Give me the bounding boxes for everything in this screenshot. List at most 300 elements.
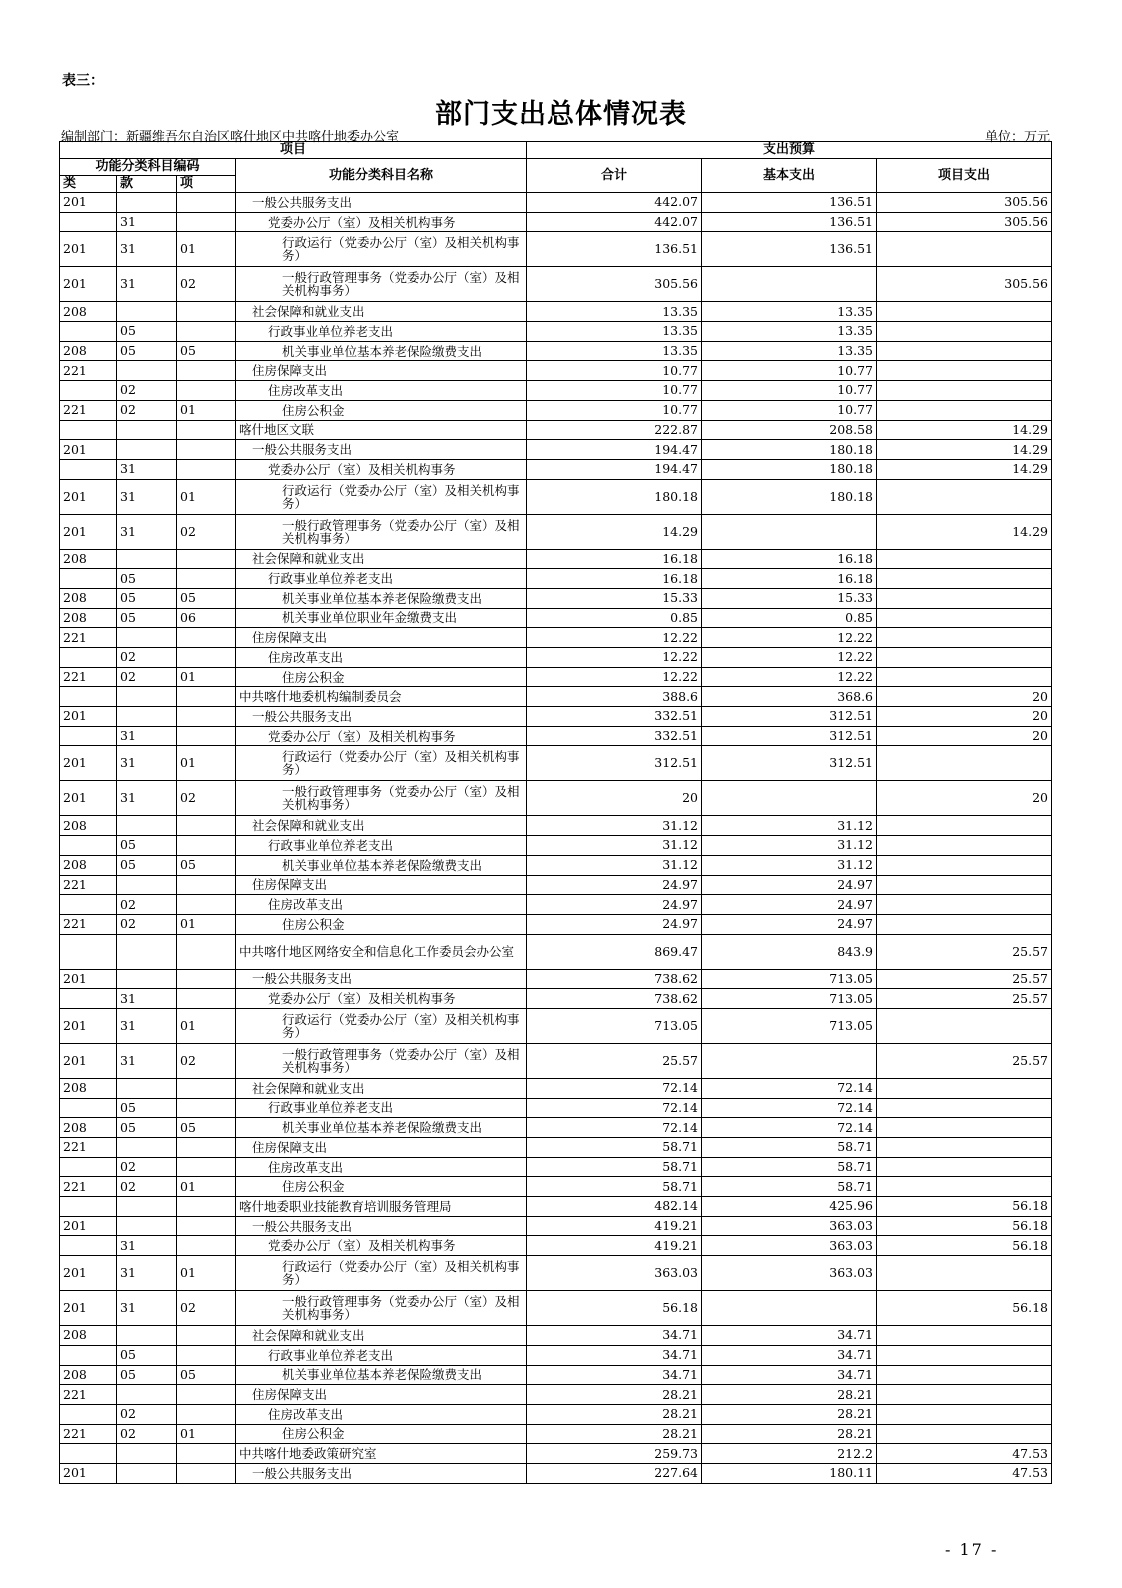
code-kuan: 05 xyxy=(117,855,177,875)
code-lei: 201 xyxy=(60,1291,117,1326)
item-name: 喀什地委职业技能教育培训服务管理局 xyxy=(236,1197,527,1217)
code-kuan: 31 xyxy=(117,212,177,232)
basic-value: 15.33 xyxy=(702,588,877,608)
code-kuan: 31 xyxy=(117,1256,177,1291)
table-row xyxy=(60,341,1052,361)
project-value: 56.18 xyxy=(877,1236,1052,1256)
code-lei: 201 xyxy=(60,514,117,549)
code-lei: 221 xyxy=(60,1385,117,1405)
basic-value: 24.97 xyxy=(702,914,877,934)
code-xiang xyxy=(177,1326,236,1346)
code-kuan: 05 xyxy=(117,569,177,589)
code-kuan xyxy=(117,628,177,648)
project-value xyxy=(877,479,1052,514)
code-lei xyxy=(60,895,117,915)
project-value: 56.18 xyxy=(877,1197,1052,1217)
item-name: 一般公共服务支出 xyxy=(236,969,527,989)
code-xiang: 02 xyxy=(177,1291,236,1326)
table-row xyxy=(60,381,1052,401)
basic-value: 58.71 xyxy=(702,1177,877,1197)
code-kuan: 05 xyxy=(117,1365,177,1385)
item-name: 中共喀什地委机构编制委员会 xyxy=(236,687,527,707)
table-row xyxy=(60,707,1052,727)
table-row xyxy=(60,1444,1052,1464)
code-lei: 201 xyxy=(60,1463,117,1483)
table-row xyxy=(60,1424,1052,1444)
project-value xyxy=(877,1078,1052,1098)
code-kuan: 31 xyxy=(117,1236,177,1256)
basic-value: 13.35 xyxy=(702,341,877,361)
code-kuan xyxy=(117,969,177,989)
code-lei xyxy=(60,1444,117,1464)
item-name: 喀什地区文联 xyxy=(236,420,527,440)
table-row xyxy=(60,1177,1052,1197)
project-value xyxy=(877,1365,1052,1385)
code-kuan: 31 xyxy=(117,459,177,479)
code-kuan: 02 xyxy=(117,648,177,668)
code-xiang: 01 xyxy=(177,400,236,420)
table-row xyxy=(60,588,1052,608)
table-label: 表三： xyxy=(62,73,104,89)
code-kuan: 31 xyxy=(117,989,177,1009)
item-name: 党委办公厅（室）及相关机构事务 xyxy=(236,212,527,232)
project-value: 305.56 xyxy=(877,193,1052,213)
total-value: 20 xyxy=(527,781,702,816)
table-row xyxy=(60,1326,1052,1346)
total-value: 13.35 xyxy=(527,302,702,322)
item-name: 机关事业单位基本养老保险缴费支出 xyxy=(236,588,527,608)
table-row xyxy=(60,1197,1052,1217)
project-value xyxy=(877,1404,1052,1424)
item-name: 住房改革支出 xyxy=(236,1404,527,1424)
code-lei: 208 xyxy=(60,302,117,322)
code-kuan: 05 xyxy=(117,1345,177,1365)
item-name: 党委办公厅（室）及相关机构事务 xyxy=(236,1236,527,1256)
total-value: 442.07 xyxy=(527,212,702,232)
project-value xyxy=(877,855,1052,875)
total-value: 58.71 xyxy=(527,1177,702,1197)
code-lei: 221 xyxy=(60,1424,117,1444)
page-number: - 17 - xyxy=(945,1540,999,1559)
item-name: 住房公积金 xyxy=(236,1177,527,1197)
code-xiang: 01 xyxy=(177,1256,236,1291)
item-name: 中共喀什地区网络安全和信息化工作委员会办公室 xyxy=(236,934,527,969)
basic-value: 10.77 xyxy=(702,381,877,401)
table-row xyxy=(60,1043,1052,1078)
item-name: 机关事业单位基本养老保险缴费支出 xyxy=(236,341,527,361)
code-lei: 201 xyxy=(60,1043,117,1078)
code-lei: 201 xyxy=(60,1008,117,1043)
table-row xyxy=(60,1157,1052,1177)
project-value xyxy=(877,895,1052,915)
code-xiang xyxy=(177,969,236,989)
code-kuan xyxy=(117,816,177,836)
code-kuan: 05 xyxy=(117,341,177,361)
header-lei: 类 xyxy=(60,176,117,193)
code-kuan xyxy=(117,440,177,460)
code-lei xyxy=(60,420,117,440)
table-row xyxy=(60,440,1052,460)
code-xiang: 05 xyxy=(177,341,236,361)
header-total: 合计 xyxy=(527,159,702,193)
code-lei: 201 xyxy=(60,232,117,267)
header-project-exp: 项目支出 xyxy=(877,159,1052,193)
code-xiang xyxy=(177,361,236,381)
code-xiang xyxy=(177,1345,236,1365)
item-name: 一般行政管理事务（党委办公厅（室）及相关机构事务） xyxy=(236,1043,527,1078)
code-kuan: 31 xyxy=(117,479,177,514)
project-value xyxy=(877,302,1052,322)
code-xiang xyxy=(177,707,236,727)
project-value xyxy=(877,1345,1052,1365)
basic-value: 0.85 xyxy=(702,608,877,628)
basic-value: 425.96 xyxy=(702,1197,877,1217)
code-xiang xyxy=(177,212,236,232)
item-name: 机关事业单位基本养老保险缴费支出 xyxy=(236,855,527,875)
code-xiang: 01 xyxy=(177,1424,236,1444)
basic-value: 363.03 xyxy=(702,1236,877,1256)
header-budget: 支出预算 xyxy=(527,142,1052,159)
code-lei: 221 xyxy=(60,875,117,895)
item-name: 一般行政管理事务（党委办公厅（室）及相关机构事务） xyxy=(236,1291,527,1326)
code-kuan xyxy=(117,1385,177,1405)
basic-value: 31.12 xyxy=(702,855,877,875)
project-value: 20 xyxy=(877,687,1052,707)
code-kuan: 02 xyxy=(117,667,177,687)
item-name: 住房改革支出 xyxy=(236,381,527,401)
total-value: 16.18 xyxy=(527,549,702,569)
total-value: 419.21 xyxy=(527,1216,702,1236)
code-lei xyxy=(60,726,117,746)
code-xiang xyxy=(177,648,236,668)
code-kuan xyxy=(117,1078,177,1098)
project-value xyxy=(877,608,1052,628)
code-xiang xyxy=(177,1078,236,1098)
code-lei: 208 xyxy=(60,549,117,569)
item-name: 住房保障支出 xyxy=(236,1138,527,1158)
header-kuan: 款 xyxy=(117,176,177,193)
code-kuan xyxy=(117,1326,177,1346)
total-value: 31.12 xyxy=(527,836,702,856)
code-lei: 201 xyxy=(60,969,117,989)
table-row xyxy=(60,836,1052,856)
basic-value: 212.2 xyxy=(702,1444,877,1464)
table-row xyxy=(60,969,1052,989)
table-row xyxy=(60,1345,1052,1365)
item-name: 一般行政管理事务（党委办公厅（室）及相关机构事务） xyxy=(236,781,527,816)
total-value: 388.6 xyxy=(527,687,702,707)
basic-value: 58.71 xyxy=(702,1157,877,1177)
code-lei xyxy=(60,212,117,232)
item-name: 党委办公厅（室）及相关机构事务 xyxy=(236,726,527,746)
table-row xyxy=(60,1256,1052,1291)
code-xiang xyxy=(177,193,236,213)
unit-line: 单位：万元 xyxy=(984,130,1050,145)
project-value xyxy=(877,1138,1052,1158)
code-kuan xyxy=(117,687,177,707)
total-value: 312.51 xyxy=(527,746,702,781)
project-value xyxy=(877,836,1052,856)
total-value: 24.97 xyxy=(527,914,702,934)
total-value: 442.07 xyxy=(527,193,702,213)
table-row xyxy=(60,687,1052,707)
project-value: 305.56 xyxy=(877,212,1052,232)
code-kuan: 31 xyxy=(117,1008,177,1043)
code-lei: 201 xyxy=(60,267,117,302)
table-row xyxy=(60,816,1052,836)
code-kuan xyxy=(117,549,177,569)
project-value: 47.53 xyxy=(877,1463,1052,1483)
code-kuan: 02 xyxy=(117,1424,177,1444)
code-lei: 208 xyxy=(60,1326,117,1346)
code-kuan: 02 xyxy=(117,400,177,420)
item-name: 一般公共服务支出 xyxy=(236,1463,527,1483)
item-name: 住房保障支出 xyxy=(236,1385,527,1405)
item-name: 一般公共服务支出 xyxy=(236,707,527,727)
table-row xyxy=(60,914,1052,934)
code-xiang xyxy=(177,628,236,648)
code-xiang xyxy=(177,440,236,460)
total-value: 363.03 xyxy=(527,1256,702,1291)
table-row xyxy=(60,1236,1052,1256)
total-value: 13.35 xyxy=(527,341,702,361)
code-lei: 201 xyxy=(60,193,117,213)
item-name: 中共喀什地委政策研究室 xyxy=(236,1444,527,1464)
item-name: 行政运行（党委办公厅（室）及相关机构事务） xyxy=(236,232,527,267)
total-value: 12.22 xyxy=(527,667,702,687)
code-xiang xyxy=(177,549,236,569)
header-xiang: 项 xyxy=(177,176,236,193)
code-lei: 208 xyxy=(60,588,117,608)
total-value: 72.14 xyxy=(527,1098,702,1118)
item-name: 住房公积金 xyxy=(236,914,527,934)
code-xiang xyxy=(177,302,236,322)
project-value xyxy=(877,875,1052,895)
code-lei xyxy=(60,1404,117,1424)
project-value xyxy=(877,381,1052,401)
total-value: 24.97 xyxy=(527,875,702,895)
header-code-group: 功能分类科目编码 xyxy=(60,159,236,176)
total-value: 12.22 xyxy=(527,648,702,668)
basic-value: 31.12 xyxy=(702,836,877,856)
basic-value: 34.71 xyxy=(702,1326,877,1346)
project-value: 56.18 xyxy=(877,1216,1052,1236)
code-xiang: 02 xyxy=(177,514,236,549)
code-xiang: 01 xyxy=(177,232,236,267)
expenditure-table xyxy=(59,141,1052,1484)
basic-value: 368.6 xyxy=(702,687,877,707)
basic-value: 843.9 xyxy=(702,934,877,969)
basic-value: 72.14 xyxy=(702,1078,877,1098)
code-xiang xyxy=(177,934,236,969)
table-row xyxy=(60,648,1052,668)
code-lei: 201 xyxy=(60,1256,117,1291)
page-title: 部门支出总体情况表 xyxy=(435,99,687,130)
code-xiang xyxy=(177,459,236,479)
code-kuan xyxy=(117,875,177,895)
project-value: 56.18 xyxy=(877,1291,1052,1326)
item-name: 社会保障和就业支出 xyxy=(236,1326,527,1346)
total-value: 16.18 xyxy=(527,569,702,589)
table-row xyxy=(60,1291,1052,1326)
basic-value: 312.51 xyxy=(702,746,877,781)
project-value xyxy=(877,1118,1052,1138)
project-value: 25.57 xyxy=(877,969,1052,989)
total-value: 227.64 xyxy=(527,1463,702,1483)
code-lei: 221 xyxy=(60,1177,117,1197)
code-kuan: 02 xyxy=(117,895,177,915)
project-value: 305.56 xyxy=(877,267,1052,302)
code-kuan: 31 xyxy=(117,267,177,302)
code-kuan: 02 xyxy=(117,1404,177,1424)
basic-value: 12.22 xyxy=(702,648,877,668)
table-row xyxy=(60,322,1052,342)
project-value xyxy=(877,588,1052,608)
item-name: 行政事业单位养老支出 xyxy=(236,836,527,856)
code-lei: 208 xyxy=(60,1078,117,1098)
table-row xyxy=(60,267,1052,302)
total-value: 28.21 xyxy=(527,1385,702,1405)
basic-value: 10.77 xyxy=(702,400,877,420)
basic-value: 713.05 xyxy=(702,989,877,1009)
code-kuan: 31 xyxy=(117,1043,177,1078)
item-name: 行政运行（党委办公厅（室）及相关机构事务） xyxy=(236,1008,527,1043)
code-xiang xyxy=(177,1444,236,1464)
table-row xyxy=(60,726,1052,746)
total-value: 56.18 xyxy=(527,1291,702,1326)
basic-value xyxy=(702,1043,877,1078)
table-row xyxy=(60,989,1052,1009)
total-value: 31.12 xyxy=(527,816,702,836)
code-kuan: 31 xyxy=(117,1291,177,1326)
item-name: 住房改革支出 xyxy=(236,895,527,915)
project-value: 20 xyxy=(877,707,1052,727)
code-kuan xyxy=(117,1216,177,1236)
code-kuan xyxy=(117,1463,177,1483)
project-value xyxy=(877,549,1052,569)
header-name: 功能分类科目名称 xyxy=(236,159,527,193)
basic-value: 16.18 xyxy=(702,549,877,569)
code-xiang: 02 xyxy=(177,267,236,302)
basic-value xyxy=(702,267,877,302)
item-name: 住房公积金 xyxy=(236,400,527,420)
basic-value: 58.71 xyxy=(702,1138,877,1158)
total-value: 72.14 xyxy=(527,1118,702,1138)
basic-value: 312.51 xyxy=(702,726,877,746)
basic-value: 72.14 xyxy=(702,1118,877,1138)
project-value xyxy=(877,322,1052,342)
item-name: 党委办公厅（室）及相关机构事务 xyxy=(236,989,527,1009)
item-name: 一般公共服务支出 xyxy=(236,193,527,213)
code-lei xyxy=(60,322,117,342)
basic-value: 180.18 xyxy=(702,440,877,460)
code-xiang xyxy=(177,895,236,915)
code-xiang xyxy=(177,875,236,895)
code-xiang xyxy=(177,1404,236,1424)
item-name: 住房保障支出 xyxy=(236,628,527,648)
project-value: 20 xyxy=(877,781,1052,816)
total-value: 10.77 xyxy=(527,361,702,381)
code-xiang: 01 xyxy=(177,1008,236,1043)
code-xiang xyxy=(177,569,236,589)
total-value: 25.57 xyxy=(527,1043,702,1078)
basic-value: 24.97 xyxy=(702,875,877,895)
table-row xyxy=(60,420,1052,440)
item-name: 一般行政管理事务（党委办公厅（室）及相关机构事务） xyxy=(236,514,527,549)
code-kuan xyxy=(117,361,177,381)
code-xiang xyxy=(177,989,236,1009)
basic-value: 28.21 xyxy=(702,1385,877,1405)
code-lei xyxy=(60,569,117,589)
code-kuan: 02 xyxy=(117,914,177,934)
project-value xyxy=(877,1424,1052,1444)
table-row xyxy=(60,1463,1052,1483)
item-name: 行政运行（党委办公厅（室）及相关机构事务） xyxy=(236,746,527,781)
table-row xyxy=(60,1008,1052,1043)
table-row xyxy=(60,479,1052,514)
code-kuan xyxy=(117,193,177,213)
code-lei: 208 xyxy=(60,816,117,836)
code-xiang xyxy=(177,1138,236,1158)
code-lei xyxy=(60,381,117,401)
item-name: 党委办公厅（室）及相关机构事务 xyxy=(236,459,527,479)
code-lei: 208 xyxy=(60,855,117,875)
project-value xyxy=(877,667,1052,687)
code-xiang: 01 xyxy=(177,1177,236,1197)
code-lei: 201 xyxy=(60,479,117,514)
total-value: 13.35 xyxy=(527,322,702,342)
table-row xyxy=(60,608,1052,628)
code-lei xyxy=(60,1157,117,1177)
basic-value: 34.71 xyxy=(702,1345,877,1365)
total-value: 332.51 xyxy=(527,726,702,746)
item-name: 住房改革支出 xyxy=(236,1157,527,1177)
total-value: 10.77 xyxy=(527,381,702,401)
total-value: 869.47 xyxy=(527,934,702,969)
total-value: 28.21 xyxy=(527,1424,702,1444)
project-value xyxy=(877,1177,1052,1197)
project-value xyxy=(877,1385,1052,1405)
item-name: 行政事业单位养老支出 xyxy=(236,322,527,342)
code-lei: 201 xyxy=(60,1216,117,1236)
total-value: 713.05 xyxy=(527,1008,702,1043)
code-xiang xyxy=(177,687,236,707)
table-body xyxy=(60,193,1052,1484)
code-kuan xyxy=(117,302,177,322)
code-xiang: 01 xyxy=(177,914,236,934)
code-xiang xyxy=(177,1098,236,1118)
table-row xyxy=(60,1118,1052,1138)
project-value xyxy=(877,746,1052,781)
code-xiang: 01 xyxy=(177,479,236,514)
basic-value: 136.51 xyxy=(702,232,877,267)
table-row xyxy=(60,361,1052,381)
table-row xyxy=(60,1078,1052,1098)
project-value xyxy=(877,1256,1052,1291)
item-name: 行政运行（党委办公厅（室）及相关机构事务） xyxy=(236,479,527,514)
project-value xyxy=(877,569,1052,589)
code-xiang: 02 xyxy=(177,1043,236,1078)
basic-value: 363.03 xyxy=(702,1216,877,1236)
total-value: 332.51 xyxy=(527,707,702,727)
table-row xyxy=(60,302,1052,322)
project-value: 25.57 xyxy=(877,1043,1052,1078)
code-lei xyxy=(60,989,117,1009)
total-value: 34.71 xyxy=(527,1365,702,1385)
basic-value: 72.14 xyxy=(702,1098,877,1118)
code-kuan: 02 xyxy=(117,1157,177,1177)
code-lei xyxy=(60,1236,117,1256)
